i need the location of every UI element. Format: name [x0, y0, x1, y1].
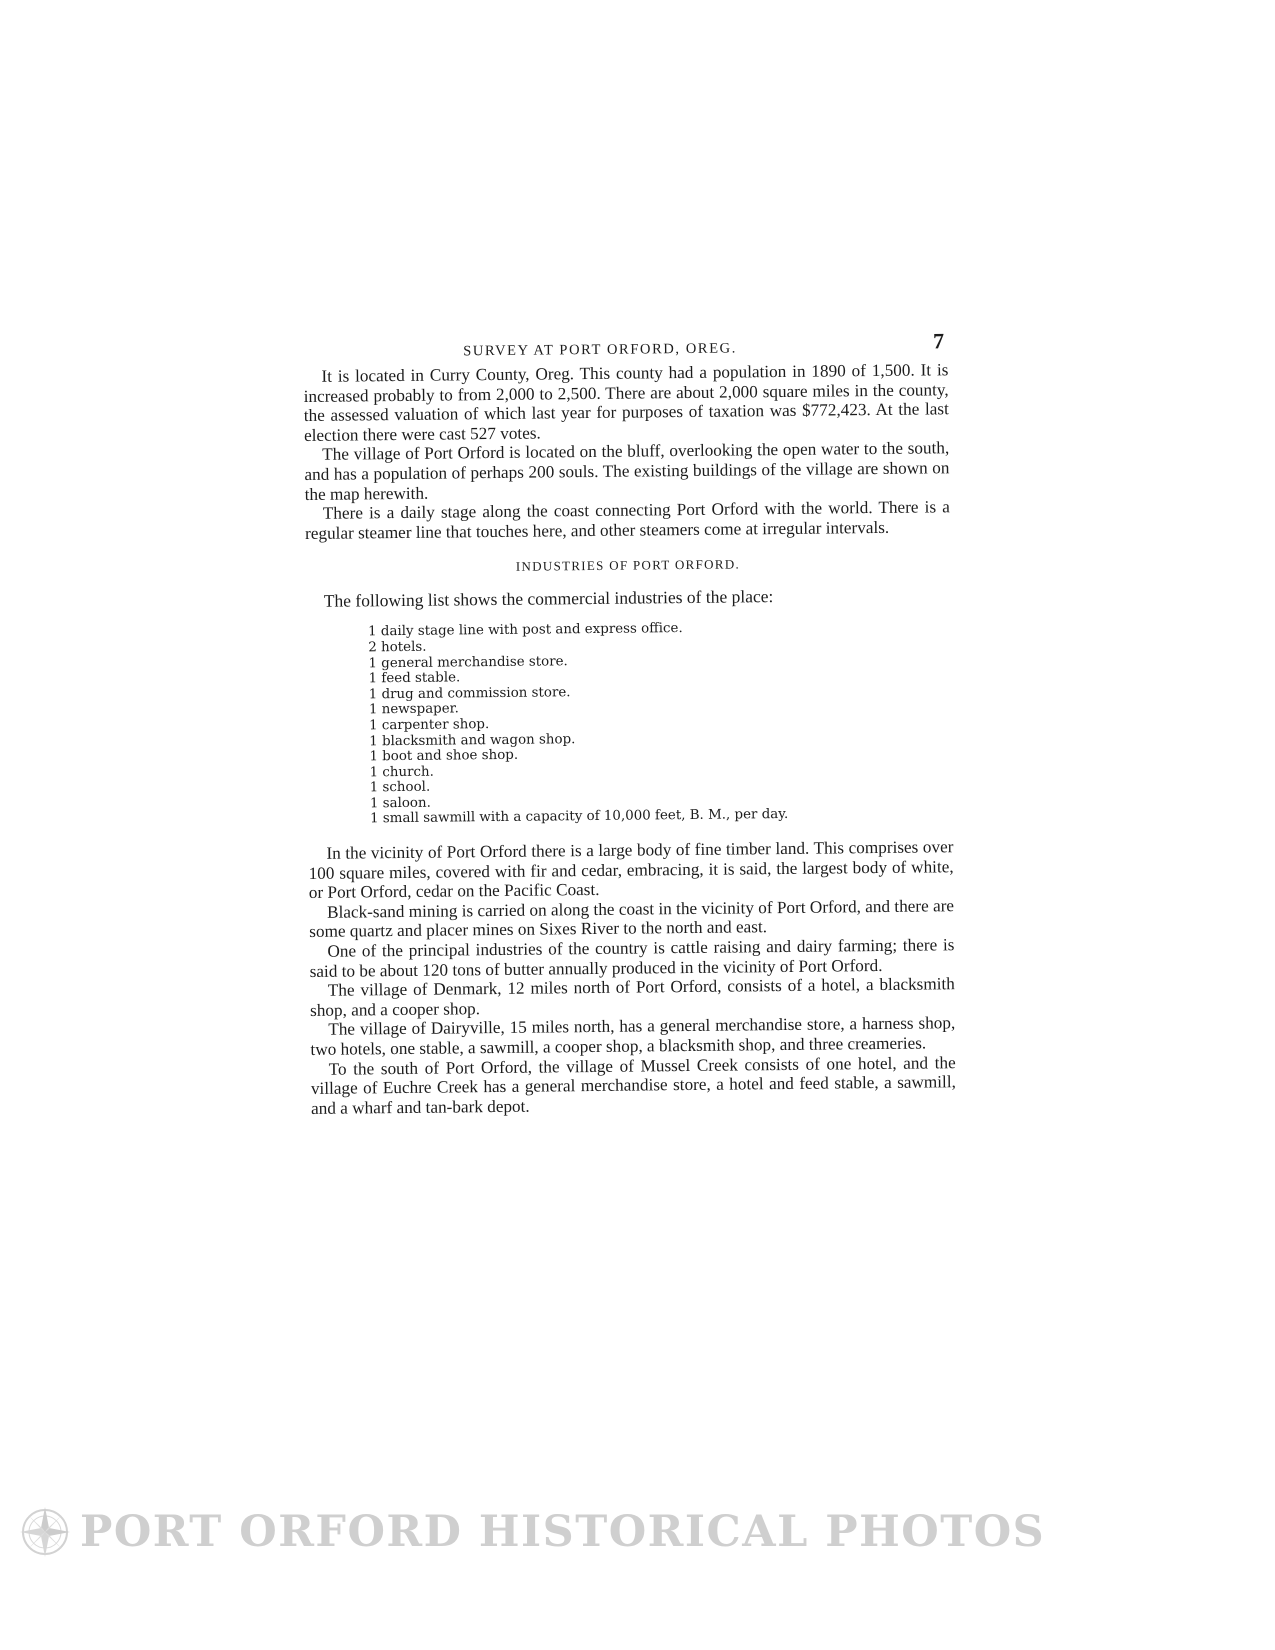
list-item: 1 saloon. — [369, 795, 431, 812]
list-item: 1 church. — [369, 764, 434, 781]
list-item: 1 blacksmith and wagon shop. — [369, 731, 576, 749]
list-item: 1 drug and commission store. — [368, 684, 571, 703]
paragraph: There is a daily stage along the coast connecting Port Orford with the world. There is a regular steamer line that touches here, and other steamers come at irregular intervals. — [304, 497, 950, 543]
paragraph: The village of Port Orford is located on the bluff, overlooking the open water to the south, and has a population of perhaps 200 souls. The existing buildings of the village are shown on the map herewith. — [304, 438, 950, 504]
paragraph: It is located in Curry County, Oreg. This county had a population in 1890 of 1,500. It is increased probably to from 2,000 to 2,500. There are about 2,000 square miles in the county, the assessed valuation of which last year for purposes of taxation was $772,423. At the last election there were cast 527 votes. — [303, 360, 949, 445]
page-number: 7 — [932, 328, 945, 354]
list-item: 1 boot and shoe shop. — [369, 747, 519, 765]
section-heading: INDUSTRIES OF PORT ORFORD. — [515, 556, 741, 575]
list-item: 1 small sawmill with a capacity of 10,000 feet, B. M., per day. — [369, 807, 789, 827]
running-head — [303, 328, 948, 367]
list-item: 1 general merchandise store. — [368, 653, 568, 671]
intro-section — [303, 360, 950, 543]
document-page — [303, 328, 956, 1118]
list-item: 1 daily stage line with post and express office. — [368, 621, 683, 640]
watermark-text: PORT ORFORD HISTORICAL PHOTOS — [80, 1507, 1046, 1557]
list-item: 1 carpenter shop. — [369, 716, 490, 734]
list-item: 1 newspaper. — [368, 701, 459, 718]
closing-section — [308, 837, 956, 1118]
paragraph: One of the principal industries of the country is cattle raising and dairy farming; there is said to be about 120 tons of butter annually produced in the vicinity of Port Orford. — [309, 935, 955, 981]
list-item: 1 school. — [369, 779, 431, 796]
watermark — [18, 1505, 1046, 1565]
list-intro: The following list shows the commercial industries of the place: — [323, 586, 774, 612]
compass-rose-icon — [18, 1505, 72, 1559]
paragraph: The village of Dairyville, 15 miles north, has a general merchandise store, a harness shop, two hotels, one stable, a sawmill, a cooper shop, a blacksmith shop, and three creameries. — [310, 1013, 956, 1059]
running-title: SURVEY AT PORT ORFORD, OREG. — [463, 340, 737, 360]
paragraph: To the south of Port Orford, the village of Mussel Creek consists of one hotel, and the village of Euchre Creek has a general merchandise store, a hotel and feed stable, a sawmill, and a wharf and tan-bark depot. — [310, 1052, 956, 1118]
paragraph: In the vicinity of Port Orford there is a large body of fine timber land. This comprises over 100 square miles, covered with fir and cedar, embracing, it is said, the largest body of white, or Port Orford, cedar on the Pacific Coast. — [308, 837, 954, 903]
list-item: 1 feed stable. — [368, 670, 461, 687]
paragraph: The village of Denmark, 12 miles north of Port Orford, consists of a hotel, a blacksmith shop, and a cooper shop. — [309, 974, 955, 1020]
industries-list — [368, 619, 953, 828]
paragraph: Black-sand mining is carried on along the coast in the vicinity of Port Orford, and there are some quartz and placer mines on Sixes River to the north and east. — [309, 896, 955, 942]
list-item: 2 hotels. — [368, 639, 427, 656]
